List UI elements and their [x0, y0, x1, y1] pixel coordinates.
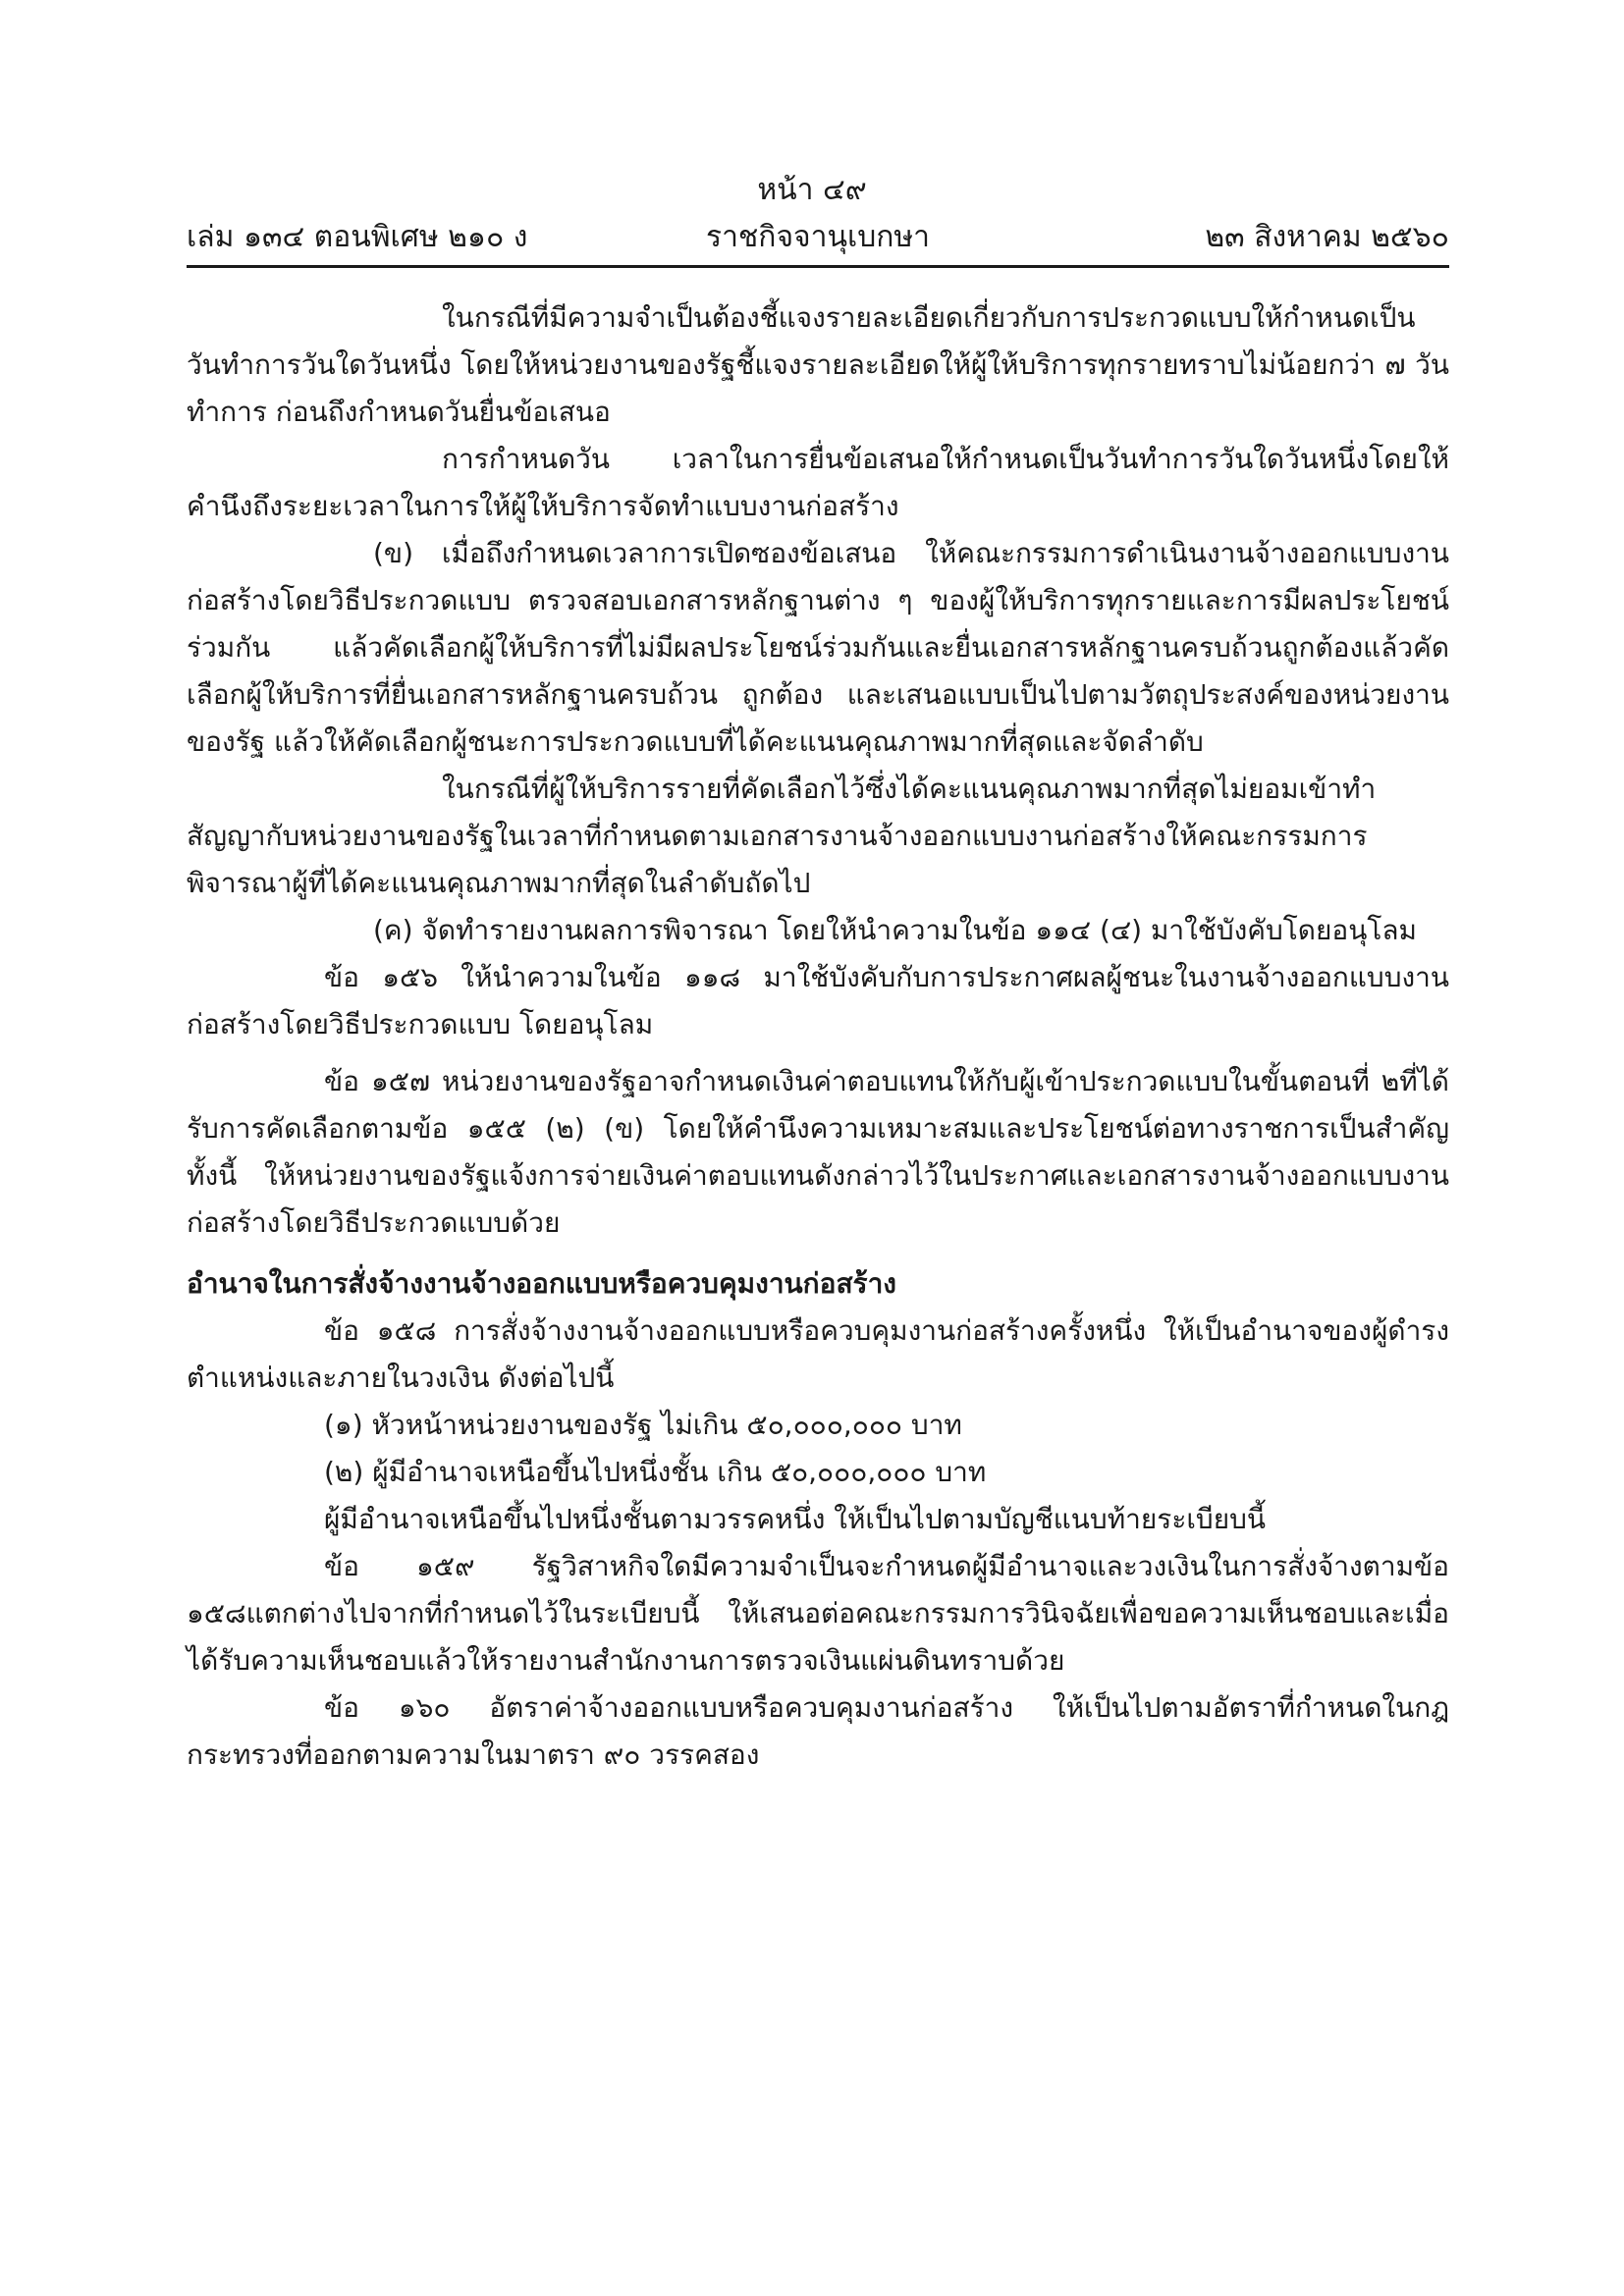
gazette-header — [187, 214, 1449, 257]
paragraph: ในกรณีที่มีความจำเป็นต้องชี้แจงรายละเอียดเกี่ยวกับการประกวดแบบให้กำหนดเป็นวันทำการวันใดวันหนึ่ง โดยให้หน่วยงานของรัฐชี้แจงรายละเอียดให้ผู้ให้บริการทุกรายทราบไม่น้อยกว่า ๗ วันทำการ ก่อนถึงกำหนดวันยื่นข้อเสนอ — [187, 301, 1449, 428]
clause-157: ข้อ ๑๕๗ หน่วยงานของรัฐอาจกำหนดเงินค่าตอบแทนให้กับผู้เข้าประกวดแบบในขั้นตอนที่ ๒ที่ได้รับการคัดเลือกตามข้อ ๑๕๕ (๒) (ข) โดยให้คำนึงความเหมาะสมและประโยชน์ต่อทางราชการเป็นสำคัญ ทั้งนี้ ให้หน่วยงานของรัฐแจ้งการจ่ายเงินค่าตอบแทนดังกล่าวไว้ในประกาศและเอกสารงานจ้างออกแบบงานก่อสร้างโดยวิธีประกวดแบบด้วย — [187, 1065, 1449, 1239]
paragraph: (ข) เมื่อถึงกำหนดเวลาการเปิดซองข้อเสนอ ให้คณะกรรมการดำเนินงานจ้างออกแบบงานก่อสร้างโดยวิธีประกวดแบบ ตรวจสอบเอกสารหลักฐานต่าง ๆ ของผู้ให้บริการทุกรายและการมีผลประโยชน์ร่วมกัน แล้วคัดเลือกผู้ให้บริการที่ไม่มีผลประโยชน์ร่วมกันและยื่นเอกสารหลักฐานครบถ้วนถูกต้องแล้วคัดเลือกผู้ให้บริการที่ยื่นเอกสารหลักฐานครบถ้วน ถูกต้อง และเสนอแบบเป็นไปตามวัตถุประสงค์ของหน่วยงานของรัฐ แล้วให้คัดเลือกผู้ชนะการประกวดแบบที่ได้คะแนนคุณภาพมากที่สุดและจัดลำดับ — [187, 537, 1449, 758]
clause-158: ข้อ ๑๕๘ การสั่งจ้างงานจ้างออกแบบหรือควบคุมงานก่อสร้างครั้งหนึ่ง ให้เป็นอำนาจของผู้ดำรงตำแหน่งและภายในวงเงิน ดังต่อไปนี้ — [187, 1314, 1449, 1394]
publication-date: ๒๓ สิงหาคม ๒๕๖๐ — [1205, 220, 1449, 254]
paragraph: ผู้มีอำนาจเหนือขึ้นไปหนึ่งชั้นตามวรรคหนึ่ง ให้เป็นไปตามบัญชีแนบท้ายระเบียบนี้ — [324, 1503, 1267, 1535]
list-item: (๒) ผู้มีอำนาจเหนือขึ้นไปหนึ่งชั้น เกิน ๕๐,๐๐๐,๐๐๐ บาท — [324, 1456, 987, 1488]
list-item: (๑) หัวหน้าหน่วยงานของรัฐ ไม่เกิน ๕๐,๐๐๐,๐๐๐ บาท — [324, 1409, 962, 1441]
page-number: หน้า ๔๙ — [757, 173, 867, 207]
header-divider — [187, 265, 1449, 268]
section-heading: อำนาจในการสั่งจ้างงานจ้างออกแบบหรือควบคุมงานก่อสร้าง — [187, 1267, 896, 1300]
clause-156: ข้อ ๑๕๖ ให้นำความในข้อ ๑๑๘ มาใช้บังคับกับการประกาศผลผู้ชนะในงานจ้างออกแบบงานก่อสร้างโดยวิธีประกวดแบบ โดยอนุโลม — [187, 961, 1449, 1041]
paragraph: (ค) จัดทำรายงานผลการพิจารณา โดยให้นำความในข้อ ๑๑๔ (๔) มาใช้บังคับโดยอนุโลม — [373, 914, 1418, 946]
document-body — [187, 294, 1449, 1779]
gazette-title: ราชกิจจานุเบกษา — [705, 220, 931, 254]
clause-160: ข้อ ๑๖๐ อัตราค่าจ้างออกแบบหรือควบคุมงานก่อสร้าง ให้เป็นไปตามอัตราที่กำหนดในกฎกระทรวงที่ออกตามความในมาตรา ๙๐ วรรคสอง — [187, 1691, 1449, 1771]
paragraph: ในกรณีที่ผู้ให้บริการรายที่คัดเลือกไว้ซึ่งได้คะแนนคุณภาพมากที่สุดไม่ยอมเข้าทำสัญญากับหน่วยงานของรัฐในเวลาที่กำหนดตามเอกสารงานจ้างออกแบบงานก่อสร้างให้คณะกรรมการพิจารณาผู้ที่ได้คะแนนคุณภาพมากที่สุดในลำดับถัดไป — [187, 773, 1377, 899]
volume-issue: เล่ม ๑๓๔ ตอนพิเศษ ๒๑๐ ง — [187, 220, 528, 254]
clause-159: ข้อ ๑๕๙ รัฐวิสาหกิจใดมีความจำเป็นจะกำหนดผู้มีอำนาจและวงเงินในการสั่งจ้างตามข้อ ๑๕๘แตกต่างไปจากที่กำหนดไว้ในระเบียบนี้ ให้เสนอต่อคณะกรรมการวินิจฉัยเพื่อขอความเห็นชอบและเมื่อได้รับความเห็นชอบแล้วให้รายงานสำนักงานการตรวจเงินแผ่นดินทราบด้วย — [187, 1550, 1449, 1677]
paragraph: การกำหนดวัน เวลาในการยื่นข้อเสนอให้กำหนดเป็นวันทำการวันใดวันหนึ่งโดยให้คำนึงถึงระยะเวลาในการให้ผู้ให้บริการจัดทำแบบงานก่อสร้าง — [187, 443, 1449, 522]
